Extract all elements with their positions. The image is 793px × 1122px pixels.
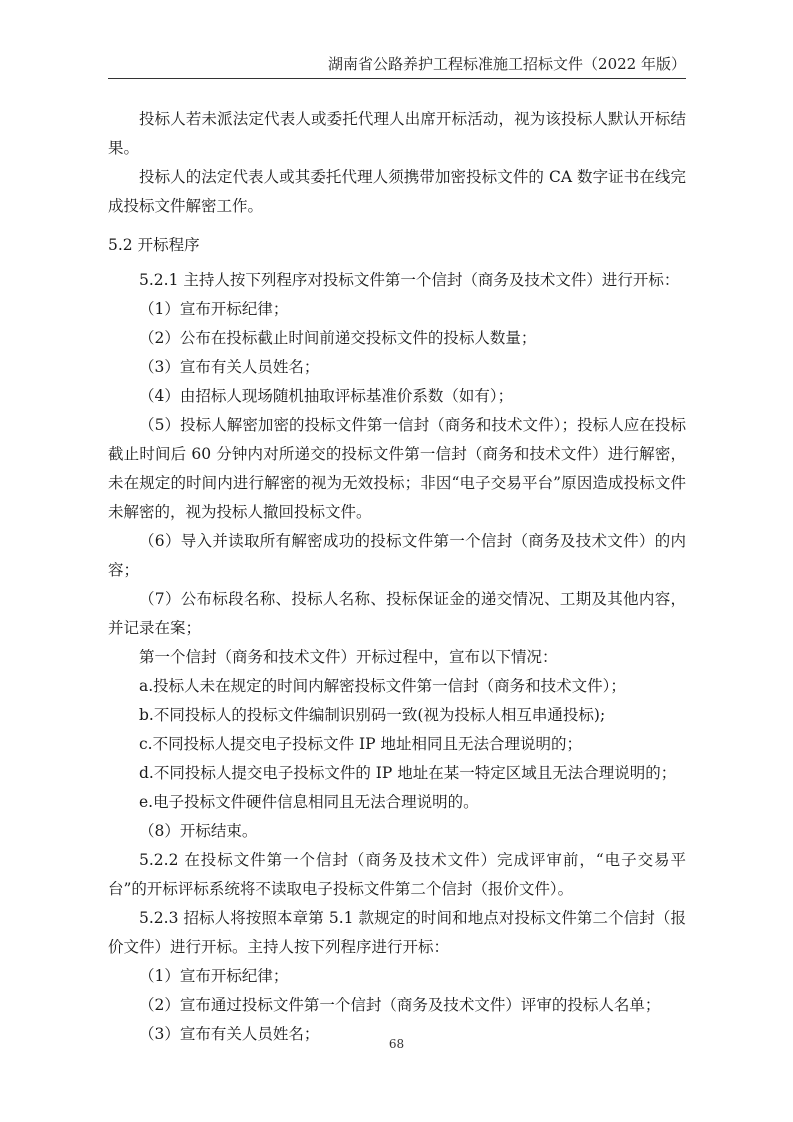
list-item: （1）宣布开标纪律； bbox=[139, 300, 289, 318]
paragraph: 第一个信封（商务和技术文件）开标过程中，宣布以下情况： bbox=[139, 648, 558, 666]
list-item: （3）宣布有关人员姓名； bbox=[139, 358, 320, 376]
sub-item: a.投标人未在规定的时间内解密投标文件第一信封（商务和技术文件）； bbox=[139, 677, 626, 695]
section-heading: 5.2 开标程序 bbox=[108, 236, 200, 254]
sub-item: e.电子投标文件硬件信息相同且无法合理说明的。 bbox=[139, 793, 479, 811]
page-number: 68 bbox=[388, 1037, 405, 1051]
sub-item: d.不同投标人提交电子投标文件的 IP 地址在某一特定区域且无法合理说明的； bbox=[139, 764, 677, 782]
clause: 5.2.3 招标人将按照本章第 5.1 款规定的时间和地点对投标文件第二个信封（报价文件）进行开标。主持人按下列程序进行开标： bbox=[108, 909, 686, 956]
sub-item: b.不同投标人的投标文件编制识别码一致(视为投标人相互串通投标); bbox=[139, 706, 606, 724]
list-item: （6）导入并读取所有解密成功的投标文件第一个信封（商务及技术文件）的内容； bbox=[108, 532, 686, 579]
list-item: （4）由招标人现场随机抽取评标基准价系数（如有）； bbox=[139, 387, 514, 405]
list-item: （5）投标人解密加密的投标文件第一信封（商务和技术文件）；投标人应在投标截止时间后 60 分钟内对所递交的投标文件第一信封（商务和技术文件）进行解密，未在规定的时间内进行解密的视为无效投标；非因“电子交易平台”原因造成投标文件未解密的，视为投标人撤回投标文件。 bbox=[108, 416, 686, 521]
clause: 5.2.2 在投标文件第一个信封（商务及技术文件）完成评审前，“电子交易平台”的开标评标系统将不读取电子投标文件第二个信封（报价文件）。 bbox=[108, 851, 686, 898]
list-item: （2）公布在投标截止时间前递交投标文件的投标人数量； bbox=[139, 329, 537, 347]
list-item: （8）开标结束。 bbox=[139, 822, 258, 840]
paragraph: 投标人若未派法定代表人或委托代理人出席开标活动，视为该投标人默认开标结果。 bbox=[108, 110, 686, 157]
clause: 5.2.1 主持人按下列程序对投标文件第一个信封（商务及技术文件）进行开标： bbox=[139, 271, 680, 289]
list-item: （1）宣布开标纪律； bbox=[139, 967, 289, 985]
list-item: （3）宣布有关人员姓名； bbox=[139, 1025, 320, 1043]
page-header: 湖南省公路养护工程标准施工招标文件（2022 年版） bbox=[328, 55, 686, 73]
list-item: （2）宣布通过投标文件第一个信封（商务及技术文件）评审的投标人名单； bbox=[139, 996, 661, 1014]
sub-item: c.不同投标人提交电子投标文件 IP 地址相同且无法合理说明的； bbox=[139, 735, 583, 753]
document-body bbox=[108, 105, 686, 1049]
list-item: （7）公布标段名称、投标人名称、投标保证金的递交情况、工期及其他内容，并记录在案； bbox=[108, 590, 686, 637]
header-rule bbox=[108, 78, 686, 79]
paragraph: 投标人的法定代表人或其委托代理人须携带加密投标文件的 CA 数字证书在线完成投标文件解密工作。 bbox=[108, 168, 686, 215]
